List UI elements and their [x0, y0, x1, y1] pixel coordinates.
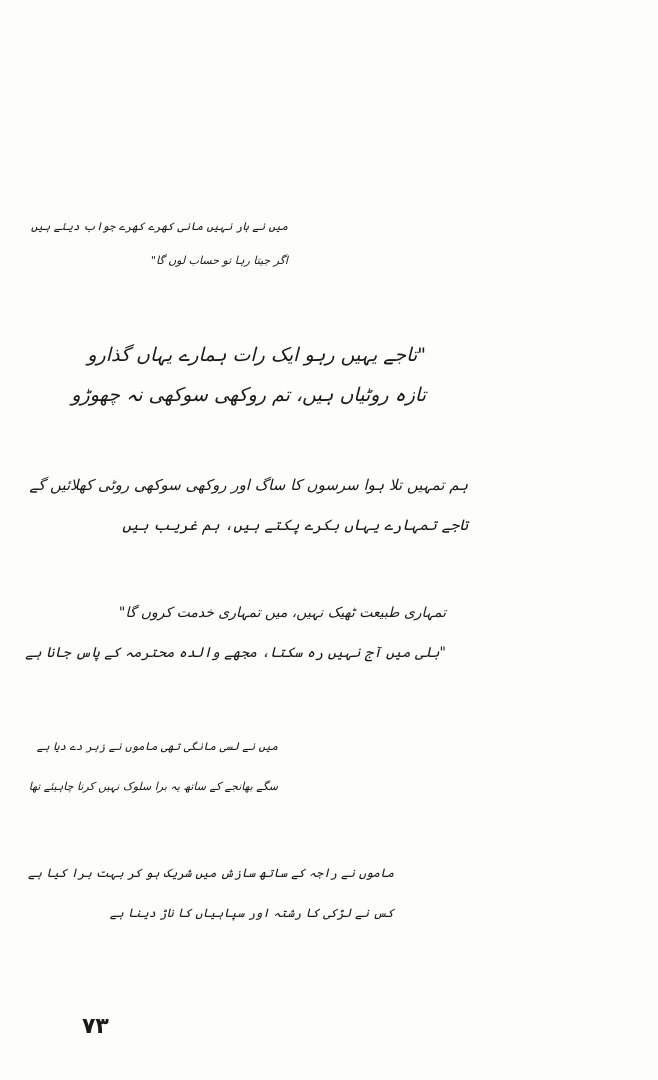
- verse-line: "تاجے یہیں رہو ایک رات ہمارے یہاں گذارو: [87, 344, 426, 366]
- verse-line: تمہاری طبیعت ٹھیک نہیں، میں تمہاری خدمت کروں گا": [118, 605, 446, 621]
- stanza-6: [28, 860, 394, 926]
- stanza-3: [29, 472, 468, 538]
- page-number: ۷۳: [82, 1014, 109, 1039]
- stanza-2: [71, 342, 426, 408]
- verse-line: تاجے تمہارے یہاں بکرے پکتے ہیں، ہم غریب ہیں: [122, 516, 468, 534]
- verse-line: تازہ روٹیاں ہیں، تم روکھی سوکھی نہ چھوڑو: [71, 384, 426, 406]
- verse-line: میں نے ہار نہیں مانی کھرے کھرے جواب دیئے ہیں: [30, 220, 288, 233]
- verse-line: کس نے لڑکی کا رشتہ اور سپاہیاں کا ناڑ دینا ہے: [109, 906, 394, 920]
- verse-line: سگے بھانجے کے ساتھ یہ برا سلوک نہیں کرنا چاہیئے تھا: [28, 780, 278, 793]
- stanza-4: [25, 600, 446, 666]
- stanza-5: [29, 734, 278, 800]
- verse-line: "بلی میں آج نہیں رہ سکتا، مجھے والدہ محترمہ کے پاس جانا ہے: [25, 645, 446, 661]
- verse-line: اگر جیتا رہا تو حساب لوں گا": [150, 254, 288, 267]
- verse-line: ماموں نے راجہ کے ساتھ سازش میں شریک ہو کر بہت برا کیا ہے: [28, 866, 394, 880]
- stanza-1: [31, 214, 288, 274]
- verse-line: ہم تمہیں تلا ہوا سرسوں کا ساگ اور روکھی سوکھی روٹی کھلائیں گے: [29, 476, 468, 494]
- verse-line: میں نے لسی مانگی تھی ماموں نے زہر دے دیا ہے: [36, 740, 278, 753]
